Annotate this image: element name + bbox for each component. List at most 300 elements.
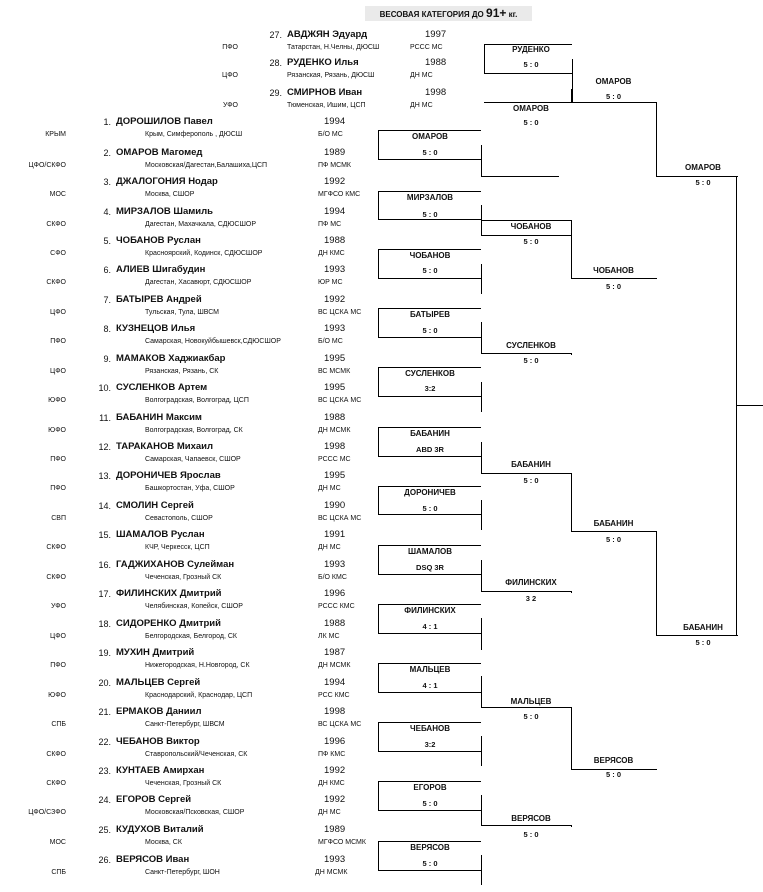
match-score: 5 : 0 [695,638,711,647]
bracket-line-vertical [571,707,572,769]
match-winner: МАЛЬЦЕВ [510,697,552,706]
bracket-line-vertical [378,427,379,456]
match-score: DSQ 3R [416,563,444,572]
birth-year: 1988 [324,619,346,629]
bracket-line-vertical [481,618,482,650]
bracket-line-vertical [481,322,482,353]
bracket-line [378,514,481,515]
match-score: 5 : 0 [422,859,438,868]
seed-number: 5. [103,236,111,246]
region-code: ПФО [50,485,66,492]
society-rank: МГФСО МСМК [318,839,366,846]
seed-number: 3. [103,177,111,187]
bracket-line-vertical [378,545,379,574]
seed-number: 11. [99,413,111,423]
seed-number: 12. [98,442,111,452]
match-winner: ФИЛИНСКИХ [505,578,557,587]
region-code: СКФО [46,221,66,228]
bracket-line-vertical [484,44,485,73]
region-club: Самарская, Чапаевск, СШОР [145,456,241,463]
bracket-line [571,531,657,532]
bracket-line [378,574,481,575]
bracket-line [378,130,481,131]
birth-year: 1991 [324,530,346,540]
bracket-line [378,308,481,309]
birth-year: 1998 [425,88,447,98]
birth-year: 1993 [324,560,346,570]
bracket-line [656,635,738,636]
seed-number: 8. [103,324,111,334]
birth-year: 1992 [324,295,346,305]
society-rank: ПФ МСМК [318,162,352,169]
region-club: Тульская, Тула, ШВСМ [145,309,220,316]
region-code: СПБ [51,721,66,728]
bracket-line [378,633,481,634]
birth-year: 1988 [324,236,346,246]
wrestler-name: ВЕРЯСОВ Иван [116,855,190,865]
seed-number: 13. [98,471,111,481]
bracket-line-vertical [481,855,482,885]
bracket-line-vertical [378,308,379,337]
bracket-line [378,486,481,487]
match-winner: СУСЛЕНКОВ [506,341,556,350]
society-rank: РСС КМС [318,692,350,699]
wrestler-name: ДОРОШИЛОВ Павел [116,117,213,127]
birth-year: 1996 [324,589,346,599]
bracket-line [571,102,657,103]
region-code: УФО [51,603,66,610]
wrestler-name: БАТЫРЕВ Андрей [116,295,202,305]
seed-number: 21. [98,707,111,717]
bracket-line [378,278,481,279]
match-score: 5 : 0 [422,266,438,275]
seed-number: 14. [98,501,111,511]
region-club: Московская/Псковская, СШОР [145,809,245,816]
bracket-line-vertical [378,367,379,396]
match-winner: РУДЕНКО [512,45,550,54]
society-rank: МГФСО КМС [318,191,361,198]
header-weight: 91+ [486,6,507,20]
match-winner: ОМАРОВ [685,163,721,172]
region-code: ЦФО/СЗФО [28,809,66,816]
bracket-line [484,44,572,45]
birth-year: 1996 [324,737,346,747]
match-winner: ОМАРОВ [513,104,549,113]
match-score: 5 : 0 [605,535,621,544]
seed-number: 25. [98,825,111,835]
match-score: 5 : 0 [605,282,621,291]
seed-number: 1. [103,117,111,127]
bracket-line-vertical [481,442,482,473]
match-score: 5 : 0 [523,237,539,246]
birth-year: 1994 [324,207,346,217]
birth-year: 1995 [324,471,346,481]
region-code: ЦФО [50,368,66,375]
seed-number: 17. [98,589,111,599]
region-club: Санкт-Петербург, ШВСМ [145,721,225,728]
wrestler-name: ДОРОНИЧЕВ Ярослав [116,471,221,481]
birth-year: 1988 [425,58,447,68]
bracket-line [571,769,657,770]
bracket-line [378,841,481,842]
region-club: Дагестан, Хасавюрт, СДЮСШОР [145,279,252,286]
society-rank: ЮР МС [318,279,343,286]
match-score: 5 : 0 [523,356,539,365]
birth-year: 1995 [324,383,346,393]
bracket-line [481,353,571,354]
bracket-line [481,473,571,474]
bracket-line [378,751,481,752]
birth-year: 1995 [324,354,346,364]
weight-category-header [365,6,532,21]
society-rank: Б/О КМС [318,574,347,581]
region-code: СКФО [46,751,66,758]
region-club: Чеченская, Грозный СК [145,780,222,787]
match-winner: ВЕРЯСОВ [593,756,634,765]
seed-number: 20. [98,678,111,688]
wrestler-name: ДЖАЛОГОНИЯ Нодар [116,177,218,187]
wrestler-name: АВДЖЯН Эдуард [287,30,368,40]
match-winner: ВЕРЯСОВ [511,814,551,823]
bracket-line [378,810,481,811]
bracket-line [481,235,571,236]
society-rank: ВС ЦСКА МС [318,309,362,316]
bracket-line-vertical [481,500,482,530]
bracket-line [378,367,481,368]
bracket-line [484,102,572,103]
wrestler-name: МАЛЬЦЕВ Сергей [116,678,201,688]
bracket-line [378,219,481,220]
bracket-line [378,337,481,338]
bracket-line-vertical [378,781,379,810]
match-score: 5 : 0 [695,178,711,187]
match-score: 5 : 0 [422,210,438,219]
bracket-line [378,159,481,160]
bracket-line [378,692,481,693]
bracket-line-vertical [378,249,379,278]
region-club: Санкт-Петербург, ШОН [145,869,220,876]
bracket-line [378,604,481,605]
birth-year: 1988 [324,413,346,423]
society-rank: ПФ МС [318,221,342,228]
wrestler-name: РУДЕНКО Илья [287,58,359,68]
header-label: ВЕСОВАЯ КАТЕГОРИЯ ДО [379,10,484,19]
region-club: Башкортостан, Уфа, СШОР [145,485,235,492]
society-rank: ДН МСМК [318,427,351,434]
seed-number: 7. [103,295,111,305]
seed-number: 26. [98,855,111,865]
header-unit: кг. [508,10,518,19]
region-club: Волгоградская, Волгоград, СК [145,427,243,434]
birth-year: 1993 [324,324,346,334]
bracket-line-vertical [378,604,379,633]
society-rank: ДН МС [318,544,341,551]
wrestler-name: СИДОРЕНКО Дмитрий [116,619,221,629]
match-score: 5 : 0 [605,92,621,101]
region-code: ПФО [50,456,66,463]
bracket-line-vertical [571,473,572,531]
match-score: 4 : 1 [422,622,438,631]
seed-number: 15. [98,530,111,540]
match-score: 5 : 0 [523,830,539,839]
wrestler-name: БАБАНИН Максим [116,413,202,423]
region-club: Белгородская, Белгород, СК [145,633,238,640]
wrestler-name: ШАМАЛОВ Руслан [116,530,205,540]
seed-number: 6. [103,265,111,275]
society-rank: ДН МС [410,72,433,79]
match-winner: ВЕРЯСОВ [410,843,450,852]
society-rank: ВС ЦСКА МС [318,515,362,522]
match-winner: ОМАРОВ [412,132,448,141]
seed-number: 28. [269,58,282,68]
birth-year: 1992 [324,795,346,805]
match-winner: ОМАРОВ [595,77,632,86]
wrestler-name: СМОЛИН Сергей [116,501,194,511]
bracket-line-vertical [481,145,482,176]
region-code: СФО [50,250,66,257]
match-score: 5 : 0 [422,148,438,157]
match-score: 5 : 0 [523,60,539,69]
society-rank: ДН КМС [318,250,345,257]
birth-year: 1990 [324,501,346,511]
society-rank: ВС ЦСКА МС [318,397,362,404]
match-score: 4 : 1 [422,681,438,690]
match-score: 5 : 0 [422,799,438,808]
region-code: ЦФО [50,633,66,640]
society-rank: ДН МСМК [318,662,351,669]
region-code: СВП [51,515,66,522]
wrestler-name: КУНТАЕВ Амирхан [116,766,205,776]
bracket-line [378,781,481,782]
match-score: 5 : 0 [605,770,621,779]
wrestler-name: ЧОБАНОВ Руслан [116,236,201,246]
bracket-line-vertical [378,663,379,692]
seed-number: 22. [98,737,111,747]
society-rank: ВС МСМК [318,368,351,375]
region-club: Севастополь, СШОР [145,515,213,522]
bracket-line-vertical [571,591,572,593]
match-winner: МАЛЬЦЕВ [409,665,451,674]
match-winner: ЧОБАНОВ [593,266,634,275]
match-winner: СУСЛЕНКОВ [405,369,455,378]
region-code: СКФО [46,544,66,551]
match-score: 5 : 0 [523,476,539,485]
region-code: ЦФО/СКФО [28,162,66,169]
seed-number: 16. [98,560,111,570]
seed-number: 10. [98,383,111,393]
region-code: КРЫМ [45,131,66,138]
wrestler-name: ФИЛИНСКИХ Дмитрий [116,589,222,599]
society-rank: РССС МС [410,44,443,51]
seed-number: 18. [98,619,111,629]
match-winner: БАБАНИН [683,623,723,632]
wrestler-name: ЕРМАКОВ Даниил [116,707,202,717]
region-club: Крым, Симферополь , ДЮСШ [145,131,243,138]
match-winner: БАБАНИН [593,519,634,528]
bracket-line [378,722,481,723]
region-club: Ставропольский/Чеченская, СК [145,751,248,758]
society-rank: Б/О МС [318,338,343,345]
wrestler-name: ТАРАКАНОВ Михаил [116,442,214,452]
bracket-line [378,191,481,192]
region-club: Волгоградская, Волгоград, ЦСП [145,397,249,404]
match-winner: ЧОБАНОВ [510,222,552,231]
bracket-line [656,176,738,177]
bracket-line [378,427,481,428]
bracket-line [378,456,481,457]
birth-year: 1998 [324,442,346,452]
region-code: СПБ [51,869,66,876]
society-rank: ДН МСМК [315,869,348,876]
match-winner: БАТЫРЕВ [410,310,450,319]
match-score: ABD 3R [416,445,444,454]
society-rank: ВС ЦСКА МС [318,721,362,728]
birth-year: 1992 [324,177,346,187]
bracket-line [571,278,657,279]
match-score: 5 : 0 [523,118,539,127]
region-club: Краснодарский, Краснодар, ЦСП [145,692,253,699]
bracket-line [481,220,571,221]
bracket-line-vertical [481,795,482,825]
bracket-line [378,870,481,871]
match-winner: ДОРОНИЧЕВ [404,488,456,497]
bracket-line-vertical [571,220,572,278]
region-club: Москва, СК [145,839,182,846]
wrestler-name: СУСЛЕНКОВ Артем [116,383,208,393]
wrestler-name: ГАДЖИХАНОВ Сулейман [116,560,235,570]
region-club: Тюменская, Ишим, ЦСП [287,102,366,109]
bracket-line-vertical [481,560,482,591]
bracket-line-vertical [378,191,379,219]
seed-number: 2. [103,148,111,158]
wrestler-name: МАМАКОВ Хаджиакбар [116,354,226,364]
society-rank: РССС МС [318,456,351,463]
bracket-line-vertical [656,531,657,635]
birth-year: 1994 [324,117,346,127]
bracket-line [378,249,481,250]
society-rank: ДН МС [318,809,341,816]
region-club: Рязанская, Рязань, СК [145,368,219,375]
match-winner: МИРЗАЛОВ [406,193,454,202]
region-code: ПФО [50,338,66,345]
region-club: Нижегородская, Н.Новгород, СК [145,662,250,669]
society-rank: ЛК МС [318,633,340,640]
bracket-line-vertical [378,130,379,159]
region-club: Чеченская, Грозный СК [145,574,222,581]
match-winner: ЕГОРОВ [413,783,447,792]
bracket-line [484,73,572,74]
society-rank: РССС КМС [318,603,355,610]
match-winner: ШАМАЛОВ [408,547,452,556]
region-code: ЮФО [48,397,66,404]
match-score: 3 2 [525,594,537,603]
society-rank: ДН КМС [318,780,345,787]
seed-number: 19. [98,648,111,658]
bracket-line-vertical [571,353,572,355]
bracket-line-vertical [571,825,572,827]
bracket-line-vertical [481,736,482,766]
region-code: ЦФО [222,72,238,79]
region-club: Дагестан, Махачкала, СДЮСШОР [145,221,257,228]
region-code: МОС [49,191,66,198]
bracket-line-vertical [571,89,572,102]
region-club: Красноярский, Кодинск, СДЮСШОР [145,250,263,257]
bracket-line-vertical [572,59,573,102]
match-winner: ФИЛИНСКИХ [404,606,456,615]
bracket-line [378,545,481,546]
bracket-line [481,825,571,826]
society-rank: ПФ КМС [318,751,346,758]
match-winner: ЧЕБАНОВ [410,724,450,733]
region-code: ЮФО [48,692,66,699]
bracket-line [736,405,763,406]
region-code: УФО [223,102,238,109]
bracket-line-vertical [656,102,657,176]
match-score: 5 : 0 [523,712,539,721]
wrestler-name: МИРЗАЛОВ Шамиль [116,207,214,217]
region-club: Татарстан, Н.Челны, ДЮСШ [287,44,380,51]
bracket-line-vertical [378,486,379,514]
wrestler-name: КУЗНЕЦОВ Илья [116,324,196,334]
wrestler-name: СМИРНОВ Иван [287,88,363,98]
bracket-line-vertical [481,676,482,707]
match-score: 5 : 0 [422,504,438,513]
region-club: Рязанская, Рязань, ДЮСШ [287,72,375,79]
bracket-line [378,663,481,664]
region-code: СКФО [46,574,66,581]
birth-year: 1997 [425,30,447,40]
bracket-line-vertical [481,382,482,412]
wrestler-name: АЛИЕВ Шигабудин [116,265,206,275]
match-score: 5 : 0 [422,326,438,335]
match-score: 3:2 [424,384,436,393]
region-code: СКФО [46,780,66,787]
bracket-line-vertical [378,722,379,751]
wrestler-name: ЧЕБАНОВ Виктор [116,737,200,747]
society-rank: ДН МС [318,485,341,492]
region-code: ЮФО [48,427,66,434]
seed-number: 27. [269,30,282,40]
region-club: КЧР, Черкесск, ЦСП [145,544,210,551]
wrestler-name: ОМАРОВ Магомед [116,148,203,158]
birth-year: 1992 [324,766,346,776]
bracket-line [481,707,571,708]
seed-number: 4. [103,207,111,217]
bracket-line-vertical [378,841,379,870]
region-code: ПФО [50,662,66,669]
bracket-line-vertical [481,264,482,294]
birth-year: 1998 [324,707,346,717]
wrestler-name: КУДУХОВ Виталий [116,825,204,835]
match-winner: ЧОБАНОВ [409,251,451,260]
birth-year: 1994 [324,678,346,688]
birth-year: 1987 [324,648,346,658]
birth-year: 1989 [324,148,346,158]
bracket-line [481,591,571,592]
society-rank: ДН МС [410,102,433,109]
wrestler-name: МУХИН Дмитрий [116,648,195,658]
society-rank: Б/О МС [318,131,343,138]
bracket-line [378,396,481,397]
match-score: 3:2 [424,740,436,749]
region-code: МОС [49,839,66,846]
region-code: СКФО [46,279,66,286]
seed-number: 29. [269,88,282,98]
seed-number: 23. [98,766,111,776]
wrestler-name: ЕГОРОВ Сергей [116,795,192,805]
region-club: Московская/Дагестан,Балашиха,ЦСП [145,162,268,169]
seed-number: 24. [98,795,111,805]
